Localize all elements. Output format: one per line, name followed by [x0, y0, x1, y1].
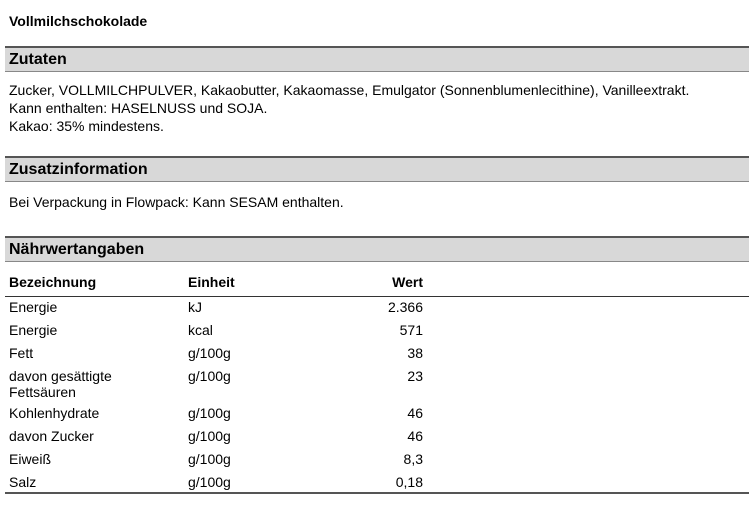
table-row [5, 366, 749, 403]
section-header-zusatz [5, 156, 749, 182]
nutrient-name: davon Zucker [9, 428, 94, 444]
section-title-zutaten: Zutaten [9, 51, 67, 68]
nutrition-table-header [5, 271, 749, 297]
nutrient-value: 571 [399, 322, 423, 338]
nutrient-value: 46 [407, 428, 423, 444]
nutrient-unit: g/100g [188, 405, 231, 421]
ingredients-line: Zucker, VOLLMILCHPULVER, Kakaobutter, Kakaomasse, Emulgator (Sonnenblumenlecithine), Vanilleextrakt. [9, 82, 690, 98]
nutrient-name: Energie [9, 299, 58, 315]
nutrient-unit: g/100g [188, 345, 231, 361]
nutrient-unit: g/100g [188, 428, 231, 444]
column-header-bezeichnung: Bezeichnung [9, 274, 97, 290]
column-header-einheit: Einheit [188, 274, 235, 290]
section-header-naehrwerte [5, 236, 749, 262]
nutrient-value: 23 [407, 368, 423, 384]
nutrient-name [9, 368, 112, 400]
nutrient-value: 38 [407, 345, 423, 361]
additional-info-line: Bei Verpackung in Flowpack: Kann SESAM enthalten. [9, 194, 344, 210]
nutrient-value: 8,3 [403, 451, 423, 467]
section-title-zusatz: Zusatzinformation [9, 161, 148, 178]
nutrient-unit: g/100g [188, 368, 231, 384]
cocoa-line: Kakao: 35% mindestens. [9, 118, 164, 134]
nutrient-value: 2.366 [387, 299, 423, 315]
nutrient-unit: kJ [188, 299, 202, 315]
table-row [5, 297, 749, 320]
table-row [5, 403, 749, 426]
ingredients-text [9, 81, 689, 135]
table-bottom-rule [5, 492, 749, 494]
nutrition-table-body [5, 297, 749, 495]
table-row [5, 449, 749, 472]
nutrient-name-line2: Fettsäuren [9, 384, 76, 400]
column-header-wert: Wert [392, 274, 423, 290]
table-row [5, 343, 749, 366]
allergen-line: Kann enthalten: HASELNUSS und SOJA. [9, 100, 268, 116]
nutrient-unit: g/100g [188, 451, 231, 467]
nutrient-name: Salz [9, 474, 37, 490]
nutrient-name: Energie [9, 322, 58, 338]
additional-info-text [9, 193, 344, 211]
nutrient-name-line1: davon gesättigte [9, 368, 112, 384]
section-title-naehrwerte: Nährwertangaben [9, 241, 145, 258]
nutrient-name: Eiweiß [9, 451, 52, 467]
table-row [5, 426, 749, 449]
table-row [5, 320, 749, 343]
section-header-zutaten [5, 46, 749, 72]
nutrient-value: 46 [407, 405, 423, 421]
nutrient-unit: g/100g [188, 474, 231, 490]
page-title: Vollmilchschokolade [9, 13, 148, 29]
nutrient-value: 0,18 [395, 474, 423, 490]
nutrient-unit: kcal [188, 322, 213, 338]
nutrient-name: Kohlenhydrate [9, 405, 100, 421]
nutrient-name: Fett [9, 345, 34, 361]
